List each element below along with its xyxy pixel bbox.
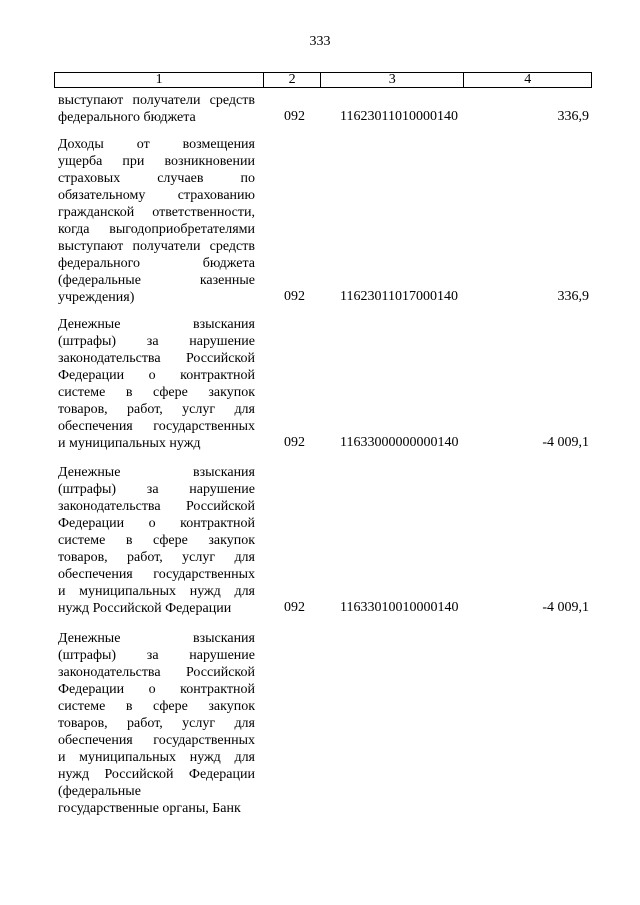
description-line: Федерации о контрактной — [58, 682, 255, 697]
description-line: федерального бюджета — [58, 256, 255, 271]
description-line: (штрафы) за нарушение — [58, 482, 255, 497]
row-amount: -4 009,1 — [542, 600, 589, 615]
description-line: Доходы от возмещения — [58, 137, 255, 152]
description-line: (федеральные — [58, 784, 141, 799]
row-amount: -4 009,1 — [542, 435, 589, 450]
description-line: обеспечения государственных — [58, 567, 255, 582]
description-line: товаров, работ, услуг для — [58, 550, 255, 565]
description-line: товаров, работ, услуг для — [58, 402, 255, 417]
description-line: выступают получатели средств — [58, 239, 255, 254]
row-kbk: 11633010010000140 — [340, 600, 459, 615]
row-amount: 336,9 — [557, 289, 589, 304]
description-line: (штрафы) за нарушение — [58, 648, 255, 663]
description-line: (штрафы) за нарушение — [58, 334, 255, 349]
description-line: Федерации о контрактной — [58, 516, 255, 531]
description-line: Федерации о контрактной — [58, 368, 255, 383]
description-line: федерального бюджета — [58, 110, 196, 125]
description-line: обязательному страхованию — [58, 188, 255, 203]
row-code: 092 — [284, 435, 305, 450]
page-number: 333 — [309, 34, 331, 49]
description-line: гражданской ответственности, — [58, 205, 255, 220]
description-line: (федеральные казенные — [58, 273, 255, 288]
description-line: страховых случаев по — [58, 171, 255, 186]
description-line: системе в сфере закупок — [58, 385, 255, 400]
row-kbk: 11633000000000140 — [340, 435, 459, 450]
row-kbk: 11623011010000140 — [340, 109, 458, 124]
row-description — [58, 464, 255, 617]
description-line: Денежные взыскания — [58, 631, 255, 646]
row-code: 092 — [284, 109, 305, 124]
row-description — [58, 92, 255, 126]
description-line: нужд Российской Федерации — [58, 601, 232, 616]
description-line: законодательства Российской — [58, 499, 255, 514]
description-line: товаров, работ, услуг для — [58, 716, 255, 731]
description-line: обеспечения государственных — [58, 419, 255, 434]
row-kbk: 11623011017000140 — [340, 289, 458, 304]
row-description — [58, 136, 255, 306]
description-line: выступают получатели средств — [58, 93, 255, 108]
description-line: учреждения) — [58, 290, 135, 305]
row-amount: 336,9 — [557, 109, 589, 124]
header-col-2: 2 — [264, 73, 321, 87]
description-line: Денежные взыскания — [58, 317, 255, 332]
description-line: и муниципальных нужд для — [58, 584, 255, 599]
description-line: обеспечения государственных — [58, 733, 255, 748]
description-line: системе в сфере закупок — [58, 699, 255, 714]
description-line: нужд Российской Федерации — [58, 767, 255, 782]
description-line: и муниципальных нужд — [58, 436, 201, 451]
description-line: законодательства Российской — [58, 351, 255, 366]
description-line: когда выгодоприобретателями — [58, 222, 255, 237]
header-col-4: 4 — [524, 72, 532, 87]
header-col-3: 3 — [321, 73, 464, 87]
description-line: ущерба при возникновении — [58, 154, 255, 169]
row-description — [58, 630, 255, 817]
row-description — [58, 316, 255, 452]
description-line: и муниципальных нужд для — [58, 750, 255, 765]
description-line: системе в сфере закупок — [58, 533, 255, 548]
description-line: законодательства Российской — [58, 665, 255, 680]
description-line: Денежные взыскания — [58, 465, 255, 480]
table-header — [54, 72, 592, 88]
row-code: 092 — [284, 289, 305, 304]
header-col-1: 1 — [55, 73, 264, 87]
row-code: 092 — [284, 600, 305, 615]
description-line: государственные органы, Банк — [58, 801, 241, 816]
